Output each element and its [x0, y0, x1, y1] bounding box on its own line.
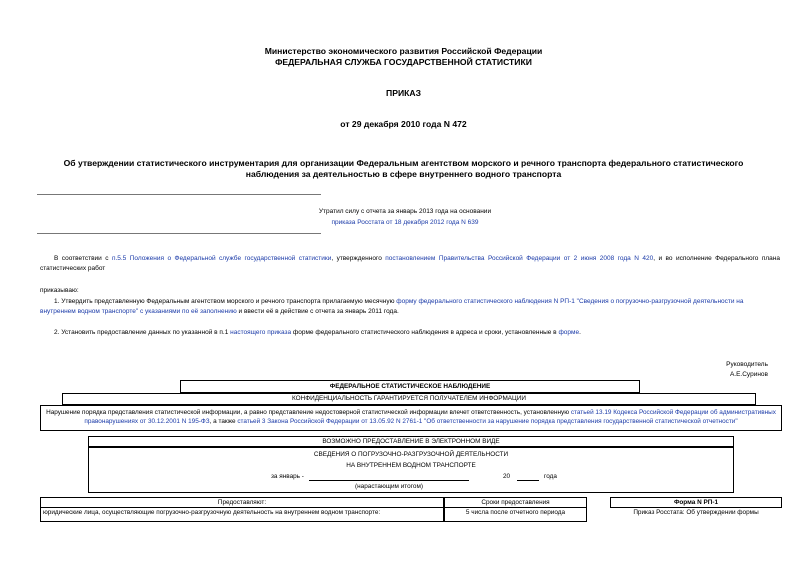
law-link[interactable]: статьей 3 Закона Российской Федерации от 13.05.92 N 2761-1 "Об ответственности за нарушение порядка представления государственной статистической отчетности" [237, 418, 738, 425]
signature-role: Руководитель [726, 361, 768, 368]
service-name: ФЕДЕРАЛЬНАЯ СЛУЖБА ГОСУДАРСТВЕННОЙ СТАТИСТИКИ [275, 57, 532, 67]
lost-force-text: Утратил силу с отчета за январь 2013 года на основании [318, 208, 492, 215]
divider-top [37, 194, 321, 195]
divider-bottom [37, 233, 321, 234]
table-cell-deadline: 5 числа после отчетного периода [444, 508, 587, 522]
cumulative-note: (нарастающим итогом) [355, 483, 423, 490]
item-2-text-1: 2. Установить предоставление данных по указанной в п.1 [54, 329, 231, 336]
document-date: от 29 декабря 2010 года N 472 [340, 119, 467, 129]
year-word: года [544, 473, 557, 480]
lost-force-note [250, 206, 560, 228]
ministry-name: Министерство экономического развития Российской Федерации [264, 46, 543, 56]
year-prefix: 20 [503, 473, 511, 480]
table-header-form-number: Форма N РП-1 [610, 497, 782, 508]
table-cell-form-number: Приказ Росстата: Об утверждении формы [633, 509, 759, 516]
period-input-line[interactable] [309, 480, 469, 481]
signature-block [600, 360, 768, 380]
statute-link[interactable]: п.5.5 Положения о Федеральной службе государственной статистики [111, 255, 332, 262]
warning-text-2: , а также [209, 418, 238, 425]
preamble-text-2: , утвержденного [331, 255, 386, 262]
year-input-line[interactable] [517, 480, 539, 481]
item-2-text-3: . [579, 329, 581, 336]
preamble-paragraph [40, 254, 780, 274]
form-rp1-link[interactable]: форму федерального статистического наблюдения N РП-1 "Сведения о погрузочно-разгрузочной деятельности на внутреннем водном транспорте" с указаниями по её заполнению [40, 298, 744, 315]
item-1 [40, 297, 780, 317]
document-type: ПРИКАЗ [386, 88, 421, 98]
table-header-submit: Предоставляют: [40, 497, 444, 508]
federal-observation-box: ФЕДЕРАЛЬНОЕ СТАТИСТИЧЕСКОЕ НАБЛЮДЕНИЕ [180, 380, 640, 393]
table-header-deadline: Сроки предоставления [444, 497, 587, 508]
item-1-text-1: 1. Утвердить представленную Федеральным агентством морского и речного транспорта прилагаемую месячную [54, 298, 397, 305]
lost-force-link[interactable]: приказа Росстата от 18 декабря 2012 года N 639 [331, 219, 479, 226]
preamble-text-3: , и во исполнение Федерального плана статистических работ [40, 255, 780, 272]
signature-name: А.Е.Суринов [729, 371, 768, 378]
government-decree-link[interactable]: постановлением Правительства Российской Федерации от 2 июня 2008 года N 420 [385, 255, 654, 262]
period-label: за январь - [271, 473, 304, 480]
item-2 [40, 328, 780, 338]
table-cell-submit: юридические лица, осуществляющие погрузочно-разгрузочную деятельность на внутреннем водном транспорте: [40, 508, 444, 522]
confidentiality-box: КОНФИДЕНЦИАЛЬНОСТЬ ГАРАНТИРУЕТСЯ ПОЛУЧАТЕЛЕМ ИНФОРМАЦИИ [62, 393, 756, 405]
item-1-text-2: и ввести её в действие с отчета за январь 2011 года. [236, 308, 399, 315]
item-2-text-2: форме федерального статистического наблюдения в адреса и сроки, установленные в [291, 329, 559, 336]
preamble-text-1: В соответствии с [54, 255, 112, 262]
order-word: приказываю: [40, 287, 79, 294]
info-title-2: НА ВНУТРЕННЕМ ВОДНОМ ТРАНСПОРТЕ [346, 462, 476, 469]
info-title-1: СВЕДЕНИЯ О ПОГРУЗОЧНО-РАЗГРУЗОЧНОЙ ДЕЯТЕЛЬНОСТИ [313, 451, 509, 458]
document-title: Об утверждении статистического инструментария для организации Федеральным агентством морского и речного транспорта федерального статистического наблюдения за деятельностью в сфере внутреннего водного транспорта [63, 158, 744, 179]
koap-link[interactable]: статьей 13.19 Кодекса Российской Федерации об административных правонарушениях от 30.12.2001 N 195-ФЗ [84, 409, 776, 425]
document-header [0, 46, 807, 68]
this-order-link[interactable]: настоящего приказа [230, 329, 292, 336]
warning-text-1: Нарушение порядка представления статистической информации, а равно представление недостоверной статистической информации влечет ответственность, установленную [46, 409, 571, 416]
warning-box [40, 405, 782, 431]
electronic-submission-box: ВОЗМОЖНО ПРЕДОСТАВЛЕНИЕ В ЭЛЕКТРОННОМ ВИДЕ [88, 436, 734, 447]
form-link[interactable]: форме [558, 329, 580, 336]
info-title-box [88, 447, 734, 493]
